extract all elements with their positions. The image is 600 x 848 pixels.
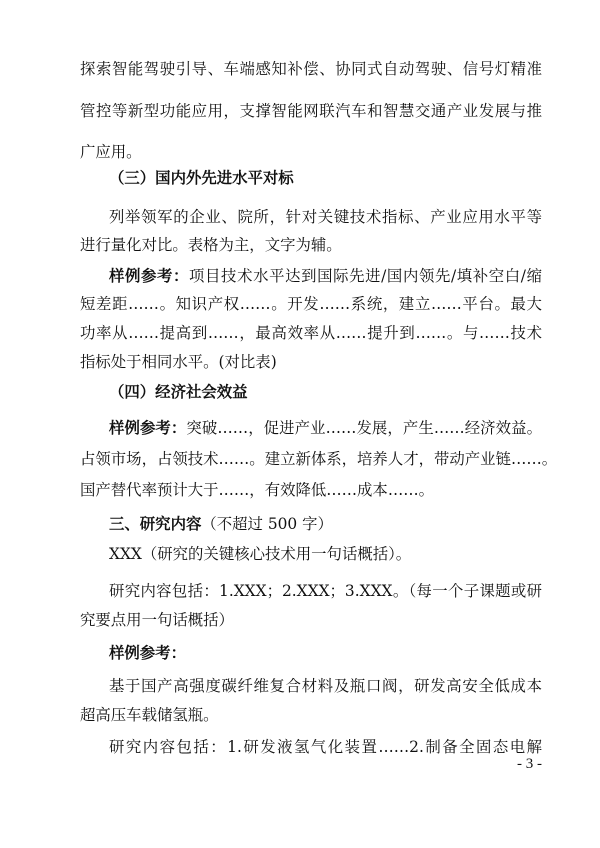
research-example-label: 样例参考： — [109, 644, 186, 662]
research-heading: 三、研究内容 — [109, 515, 202, 533]
intro-line-1: 探索智能驾驶引导、车端感知补偿、协同式自动驾驶、信号灯精准 — [80, 60, 542, 78]
section3-example-line-3: 功率从……提高到……，最高效率从……提升到……。与……技术 — [80, 324, 542, 342]
section3-example-line-1 — [109, 266, 542, 286]
research-content-line-2: 究要点用一句话概括） — [80, 611, 234, 629]
intro-line-3: 广应用。 — [80, 143, 142, 161]
section4-example-line-3: 国产替代率预计大于……，有效降低……成本……。 — [80, 481, 434, 499]
section4-heading: （四）经济社会效益 — [109, 383, 248, 401]
research-example-line-2: 超高压车载储氢瓶。 — [80, 706, 219, 724]
research-example-line-3: 研究内容包括：1.研发液氢气化装置……2.制备全固态电解 — [109, 738, 542, 756]
research-heading-line — [109, 514, 333, 534]
section4-example-line-1 — [109, 418, 542, 438]
section3-desc-line-2: 进行量化对比。表格为主，文字为辅。 — [80, 236, 342, 254]
section3-heading: （三）国内外先进水平对标 — [109, 169, 294, 187]
section3-example-label: 样例参考： — [109, 267, 190, 285]
section4-example-text-1: 突破……，促进产业……发展，产生……经济效益。 — [186, 419, 542, 437]
section3-example-text-1: 项目技术水平达到国际先进/国内领先/填补空白/缩 — [189, 267, 542, 285]
page-number: - 3 - — [517, 756, 542, 772]
section3-example-line-4: 指标处于相同水平。(对比表) — [80, 353, 277, 371]
section3-desc-line-1: 列举领军的企业、院所，针对关键技术指标、产业应用水平等 — [109, 208, 542, 226]
research-summary: XXX（研究的关键核心技术用一句话概括）。 — [109, 545, 412, 563]
section4-example-label: 样例参考： — [109, 419, 187, 437]
section3-example-line-2: 短差距……。知识产权……。开发……系统，建立……平台。最大 — [80, 295, 542, 313]
research-heading-note: （不超过 500 字） — [201, 515, 333, 533]
section4-example-line-2: 占领市场，占领技术……。建立新体系，培养人才，带动产业链……。 — [80, 450, 558, 468]
research-content-line-1: 研究内容包括：1.XXX；2.XXX；3.XXX。（每一个子课题或研 — [109, 582, 542, 600]
intro-line-2: 管控等新型功能应用，支撑智能网联汽车和智慧交通产业发展与推 — [80, 102, 542, 120]
research-example-line-1: 基于国产高强度碳纤维复合材料及瓶口阀，研发高安全低成本 — [109, 677, 542, 695]
